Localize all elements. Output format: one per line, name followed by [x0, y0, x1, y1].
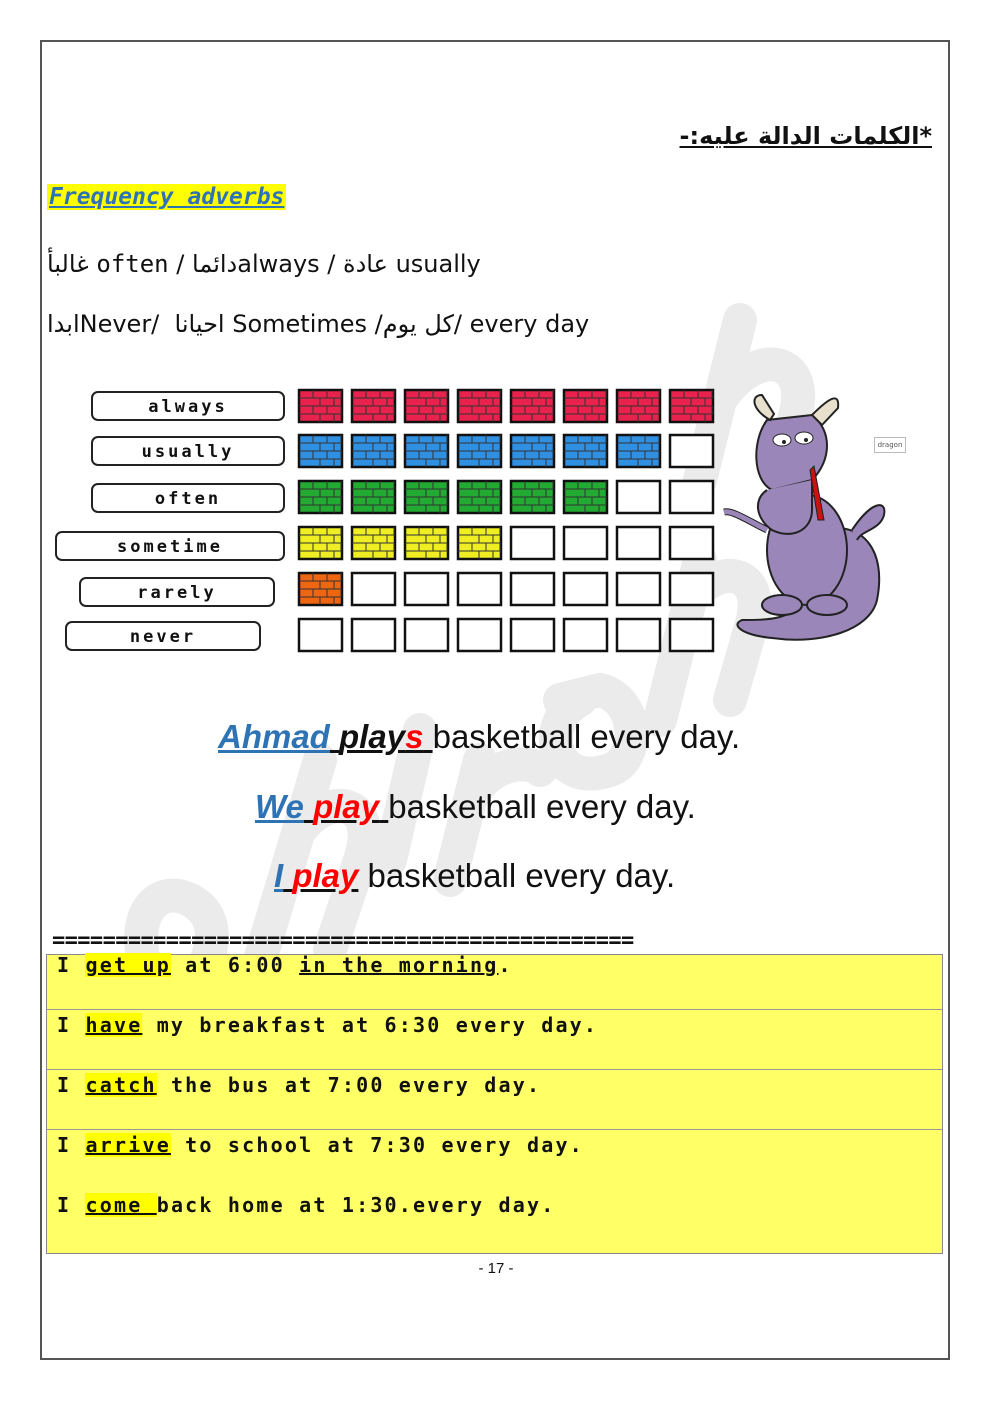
subject: I [57, 1133, 86, 1157]
ar-never: ابدا [47, 310, 80, 338]
empty-box [564, 619, 607, 651]
verb: play [339, 718, 406, 755]
subject: I [57, 953, 86, 977]
subject: I [57, 1013, 86, 1037]
empty-box [670, 481, 713, 513]
adverb-label: never [129, 627, 197, 647]
empty-box [670, 435, 713, 467]
slash: / [176, 250, 185, 278]
adverb-label: rarely [137, 583, 217, 603]
subject: Ahmad [218, 718, 330, 755]
empty-box [511, 619, 554, 651]
empty-box [617, 481, 660, 513]
routine-row [47, 1010, 942, 1070]
subject: I [57, 1073, 86, 1097]
empty-box [352, 619, 395, 651]
verb: get up [85, 953, 171, 977]
verb: come [85, 1193, 157, 1217]
sentence-rest: basketball every day. [432, 718, 741, 755]
adverb-label: sometime [117, 537, 223, 557]
slash: / [327, 250, 336, 278]
en-every-day: every day [469, 310, 590, 338]
en-often: often [96, 250, 169, 278]
ar-often: غالبأ [47, 250, 89, 278]
adverb-label: always [148, 397, 228, 417]
verb: play [313, 788, 380, 825]
empty-box [617, 573, 660, 605]
frequency-adverbs-title: Frequency adverbs [49, 184, 285, 210]
en-usually: usually [395, 250, 481, 278]
ar-usually: عادة [343, 250, 388, 278]
adverb-label: often [154, 489, 222, 509]
dragon-illustration [712, 380, 892, 650]
empty-box [564, 573, 607, 605]
frequency-row [92, 390, 713, 422]
frequency-row [80, 573, 713, 606]
empty-box [617, 619, 660, 651]
empty-box [564, 527, 607, 559]
verb: catch [85, 1073, 157, 1097]
en-sometimes: Sometimes / [232, 310, 383, 338]
arabic-heading: *الكلمات الدالة عليه:- [679, 122, 932, 150]
routine-row [47, 955, 942, 1010]
en-always: always [237, 250, 320, 278]
empty-box [352, 573, 395, 605]
frequency-row [56, 527, 713, 560]
empty-box [511, 527, 554, 559]
verb-suffix: s [405, 718, 424, 755]
empty-box [670, 573, 713, 605]
sentence-2 [255, 788, 696, 826]
page-number: - 17 - [478, 1260, 514, 1277]
empty-box [458, 573, 501, 605]
time-phrase: in the morning [299, 953, 499, 977]
empty-box [405, 619, 448, 651]
text: back home at 1:30.every day. [156, 1193, 556, 1217]
empty-box [670, 527, 713, 559]
frequency-row [66, 619, 713, 651]
subject: I [57, 1193, 86, 1217]
empty-box [405, 573, 448, 605]
text: my breakfast at 6:30 every day. [142, 1013, 599, 1037]
frequency-row [92, 435, 713, 467]
daily-routine-table [46, 954, 943, 1254]
ar-sometimes: احيانا [174, 310, 225, 338]
dragon-tag: dragon [874, 437, 906, 453]
empty-box [670, 619, 713, 651]
ar-always: دائما [192, 250, 238, 278]
sentence-rest: basketball every day. [388, 788, 696, 825]
sentence-1 [218, 718, 740, 756]
verb: have [85, 1013, 143, 1037]
ar-every-day: كل يوم/ [382, 310, 463, 338]
routine-row [47, 1130, 942, 1253]
text: . [498, 953, 513, 977]
en-never: Never/ [79, 310, 160, 338]
empty-box [458, 619, 501, 651]
subject: We [255, 788, 304, 825]
empty-box [511, 573, 554, 605]
empty-box [299, 619, 342, 651]
verb: play [292, 857, 359, 894]
routine-row [47, 1070, 942, 1130]
verb: arrive [85, 1133, 171, 1157]
text: at 6:00 [170, 953, 300, 977]
frequency-row [92, 481, 713, 513]
separator-line: ============================================== [52, 928, 634, 953]
subject: I [274, 857, 284, 894]
sentence-3 [274, 857, 675, 895]
sentence-rest: basketball every day. [358, 857, 676, 894]
text: to school at 7:30 every day. [170, 1133, 584, 1157]
adverb-label: usually [141, 442, 235, 462]
text: the bus at 7:00 every day. [156, 1073, 542, 1097]
empty-box [617, 527, 660, 559]
